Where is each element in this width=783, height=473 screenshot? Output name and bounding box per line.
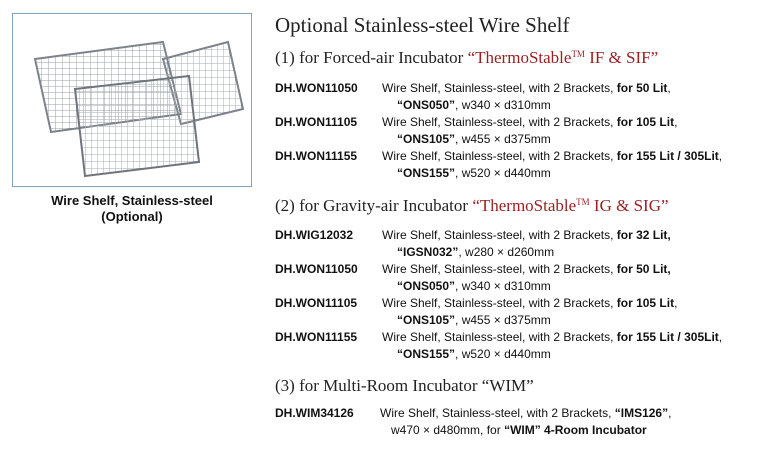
photo-caption: Wire Shelf, Stainless-steel (Optional) bbox=[51, 193, 213, 224]
section-2-heading: (2) for Gravity-air Incubator “ThermoStable™ IG & SIG” bbox=[275, 196, 669, 215]
wire-shelf-photo bbox=[12, 13, 252, 187]
page-title: Optional Stainless-steel Wire Shelf bbox=[275, 13, 570, 37]
section-3-heading: (3) for Multi-Room Incubator “WIM” bbox=[275, 376, 534, 395]
shelf-front bbox=[75, 76, 199, 176]
wire-shelf-illustration bbox=[13, 14, 251, 186]
section-1-heading: (1) for Forced-air Incubator “ThermoStable™ IF & SIF” bbox=[275, 48, 659, 67]
